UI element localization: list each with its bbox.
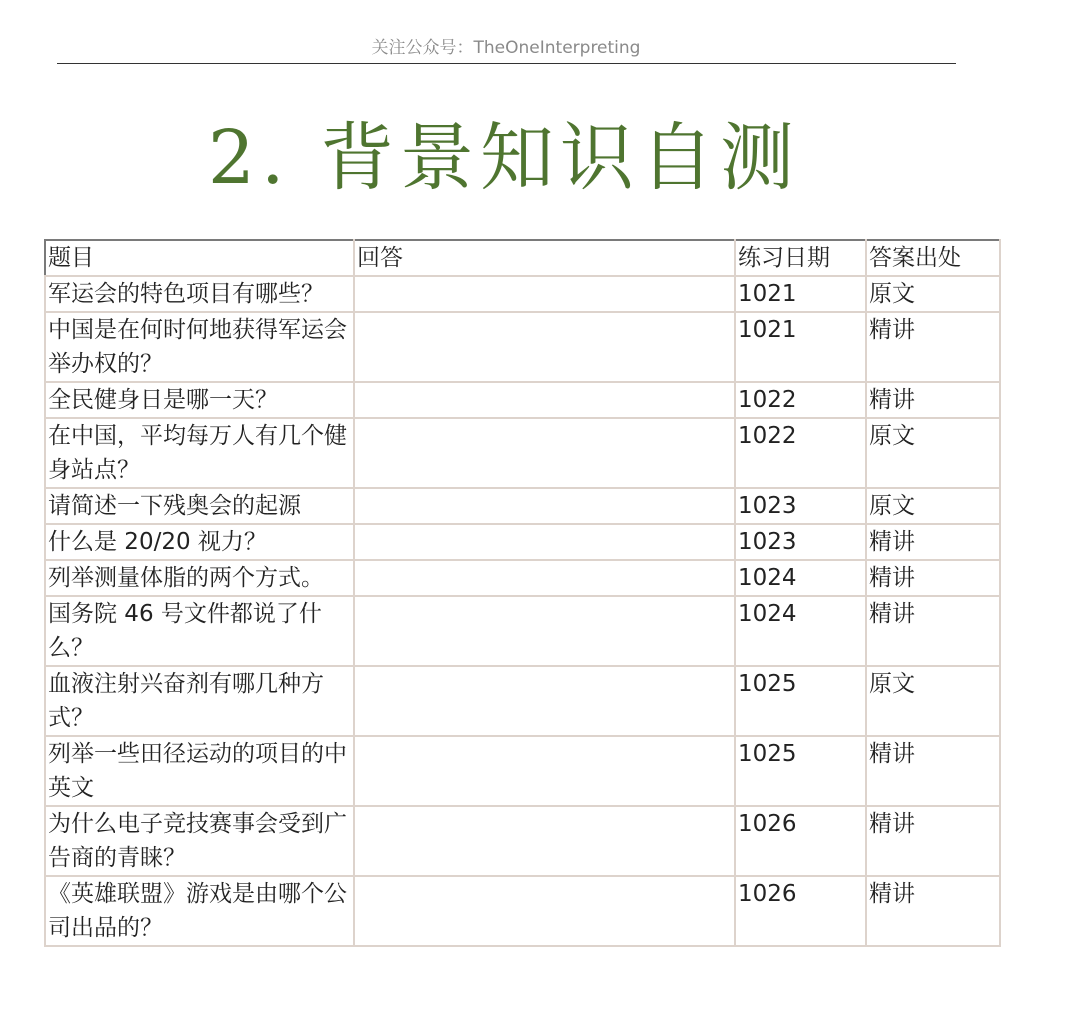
answer-source-cell: 精讲 — [866, 382, 1000, 418]
practice-date-cell: 1026 — [735, 806, 866, 876]
answer-cell[interactable] — [354, 488, 735, 524]
answer-cell[interactable] — [354, 596, 735, 666]
practice-date-cell: 1021 — [735, 276, 866, 312]
answer-cell[interactable] — [354, 666, 735, 736]
column-header-source: 答案出处 — [866, 240, 1000, 276]
table-row — [45, 312, 1000, 382]
header-divider — [57, 63, 956, 64]
answer-cell[interactable] — [354, 312, 735, 382]
question-cell: 请简述一下残奥会的起源 — [45, 488, 354, 524]
question-cell: 《英雄联盟》游戏是由哪个公司出品的？ — [45, 876, 354, 946]
answer-cell[interactable] — [354, 418, 735, 488]
answer-cell[interactable] — [354, 524, 735, 560]
answer-source-cell: 精讲 — [866, 312, 1000, 382]
table-row — [45, 736, 1000, 806]
table-row — [45, 418, 1000, 488]
answer-source-cell: 原文 — [866, 418, 1000, 488]
practice-date-cell: 1025 — [735, 736, 866, 806]
answer-source-cell: 精讲 — [866, 736, 1000, 806]
table-row — [45, 876, 1000, 946]
answer-source-cell: 原文 — [866, 276, 1000, 312]
practice-date-cell: 1024 — [735, 596, 866, 666]
question-cell: 国务院 46 号文件都说了什么？ — [45, 596, 354, 666]
answer-source-cell: 精讲 — [866, 560, 1000, 596]
answer-source-cell: 精讲 — [866, 876, 1000, 946]
answer-source-cell: 原文 — [866, 488, 1000, 524]
practice-date-cell: 1023 — [735, 488, 866, 524]
column-header-answer: 回答 — [354, 240, 735, 276]
question-cell: 血液注射兴奋剂有哪几种方式？ — [45, 666, 354, 736]
answer-cell[interactable] — [354, 736, 735, 806]
answer-cell[interactable] — [354, 382, 735, 418]
practice-date-cell: 1023 — [735, 524, 866, 560]
table-row — [45, 560, 1000, 596]
answer-source-cell: 精讲 — [866, 524, 1000, 560]
answer-source-cell: 原文 — [866, 666, 1000, 736]
answer-cell[interactable] — [354, 560, 735, 596]
practice-date-cell: 1022 — [735, 418, 866, 488]
answer-source-cell: 精讲 — [866, 806, 1000, 876]
column-header-question: 题目 — [45, 240, 354, 276]
table-body — [45, 276, 1000, 946]
question-cell: 列举测量体脂的两个方式。 — [45, 560, 354, 596]
question-cell: 全民健身日是哪一天？ — [45, 382, 354, 418]
question-cell: 什么是 20/20 视力？ — [45, 524, 354, 560]
practice-date-cell: 1024 — [735, 560, 866, 596]
answer-cell[interactable] — [354, 276, 735, 312]
question-cell: 列举一些田径运动的项目的中英文 — [45, 736, 354, 806]
table-row — [45, 382, 1000, 418]
practice-date-cell: 1025 — [735, 666, 866, 736]
question-cell: 在中国，平均每万人有几个健身站点？ — [45, 418, 354, 488]
answer-cell[interactable] — [354, 876, 735, 946]
table-row — [45, 596, 1000, 666]
table-row — [45, 488, 1000, 524]
question-cell: 为什么电子竞技赛事会受到广告商的青睐？ — [45, 806, 354, 876]
table-row — [45, 806, 1000, 876]
practice-date-cell: 1026 — [735, 876, 866, 946]
page-header: 关注公众号：TheOneInterpreting — [371, 38, 641, 58]
page-title: 2. 背景知识自测 — [207, 115, 801, 201]
practice-date-cell: 1021 — [735, 312, 866, 382]
question-cell: 军运会的特色项目有哪些？ — [45, 276, 354, 312]
table-row — [45, 524, 1000, 560]
table-row — [45, 276, 1000, 312]
answer-cell[interactable] — [354, 806, 735, 876]
column-header-date: 练习日期 — [735, 240, 866, 276]
answer-source-cell: 精讲 — [866, 596, 1000, 666]
question-cell: 中国是在何时何地获得军运会举办权的？ — [45, 312, 354, 382]
table-row — [45, 666, 1000, 736]
practice-date-cell: 1022 — [735, 382, 866, 418]
quiz-table — [44, 239, 1001, 947]
table-header-row — [45, 240, 1000, 276]
